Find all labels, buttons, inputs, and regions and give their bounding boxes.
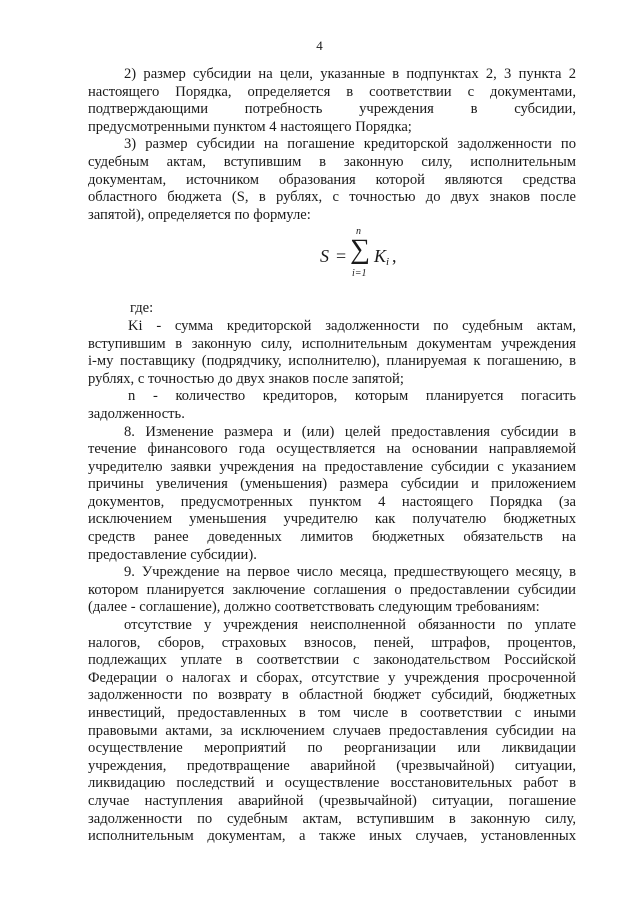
text-line: 3) размер субсидии на погашение кредиторской задолженности по	[124, 136, 576, 153]
text-line: 2) размер субсидии на цели, указанные в подпунктах 2, 3 пункта 2	[124, 66, 576, 82]
formula-trailing-comma: ,	[392, 246, 397, 267]
formula-term: K	[374, 246, 387, 267]
text-line: задолженности по возврату в областной бюджет субсидий, бюджетных	[88, 687, 576, 704]
definition-n	[88, 388, 576, 423]
text-line: предоставление субсидии).	[88, 546, 257, 563]
text-line: документов, предусмотренных пунктом 4 настоящего Порядка (за	[88, 493, 576, 510]
text-line: рублях, с точностью до двух знаков после запятой;	[88, 370, 404, 387]
formula-upper-limit: n	[356, 226, 361, 238]
text-line: настоящего Порядка, определяется в соответствии с документами,	[88, 83, 576, 100]
text-line: документам, источником образования которой являются средства	[88, 171, 576, 188]
text-line: учредителю заявки учреждения на предоставление субсидии с указанием	[88, 458, 576, 475]
text-line: задолженности по судебным актам, вступившим в законную силу,	[88, 810, 576, 827]
paragraph-item-2	[88, 66, 576, 136]
text-line: судебным актам, вступившим в законную силу, исполнительным	[88, 153, 576, 170]
text-line: случае наступления аварийной (чрезвычайной) ситуации, погашение	[88, 792, 576, 809]
text-line: n - количество кредиторов, которым планируется погасить	[128, 388, 576, 405]
formula-term-subscript: i	[386, 256, 390, 269]
text-line: подлежащих уплате в соответствии с законодательством Российской	[88, 652, 576, 669]
text-line: подтверждающими потребность учреждения в субсидии,	[88, 101, 576, 118]
text-line: средств ранее доведенных лимитов бюджетных обязательств на	[88, 529, 576, 546]
paragraph-item-3	[88, 136, 576, 224]
sigma-symbol: ∑	[350, 234, 370, 266]
formula-lhs: S	[320, 246, 329, 267]
page-number: 4	[316, 38, 323, 53]
text-line: ликвидацию последствий и осуществление восстановительных работ в	[88, 775, 576, 792]
document-body	[88, 66, 576, 846]
definition-ki	[88, 318, 576, 388]
text-line: причины увеличения (уменьшения) размера субсидии и приложением	[88, 476, 576, 493]
formula-lower-limit: i=1	[352, 268, 367, 280]
text-line: налогов, сборов, страховых взносов, пеней, штрафов, процентов,	[88, 634, 576, 651]
text-line: 9. Учреждение на первое число месяца, предшествующего месяцу, в	[124, 564, 576, 581]
text-line: Ki - сумма кредиторской задолженности по судебным актам,	[128, 317, 576, 334]
text-line: запятой), определяется по формуле:	[88, 206, 311, 223]
text-line: котором планируется заключение соглашения о предоставлении субсидии	[88, 581, 576, 598]
text-line: i-му поставщику (подрядчику, исполнителю), планируемая к погашению, в	[88, 353, 576, 370]
text-line: задолженность.	[88, 405, 185, 422]
paragraph-item-8	[88, 424, 576, 565]
text-line: правовыми актами, за исключением случаев предоставления субсидии на	[88, 722, 576, 739]
text-line: течение финансового года осуществляется на основании направляемой	[88, 441, 576, 458]
text-line: (далее - соглашение), должно соответствовать следующим требованиям:	[88, 599, 540, 616]
paragraph-item-9	[88, 564, 576, 617]
formula-equals: =	[336, 246, 347, 267]
sum-formula	[88, 224, 576, 292]
text-line: инвестиций, предоставленных в том числе в соответствии с иными	[88, 705, 576, 721]
text-line: 8. Изменение размера и (или) целей предоставления субсидии в	[124, 423, 576, 440]
text-line: учреждения, предотвращение аварийной (чрезвычайной) ситуации,	[88, 757, 576, 774]
text-line: осуществление мероприятий по реорганизации или ликвидации	[88, 740, 576, 757]
text-line: предусмотренными пунктом 4 настоящего Порядка;	[88, 118, 412, 135]
text-line: исключением уменьшения учредителю как получателю бюджетных	[88, 511, 576, 528]
text-line: вступившим в законную силу, исполнительным документам учреждения	[88, 335, 576, 352]
paragraph-requirements	[88, 617, 576, 846]
text-line: областного бюджета (S, в рублях, с точностью до двух знаков после	[88, 189, 576, 206]
text-line: отсутствие у учреждения неисполненной обязанности по уплате	[124, 617, 576, 634]
where-label: где:	[130, 300, 154, 317]
text-line: Федерации о налогах и сборах, отсутствие у учреждения просроченной	[88, 669, 576, 686]
text-line: исполнительным документам, а также иных случаев, установленных	[88, 828, 576, 845]
